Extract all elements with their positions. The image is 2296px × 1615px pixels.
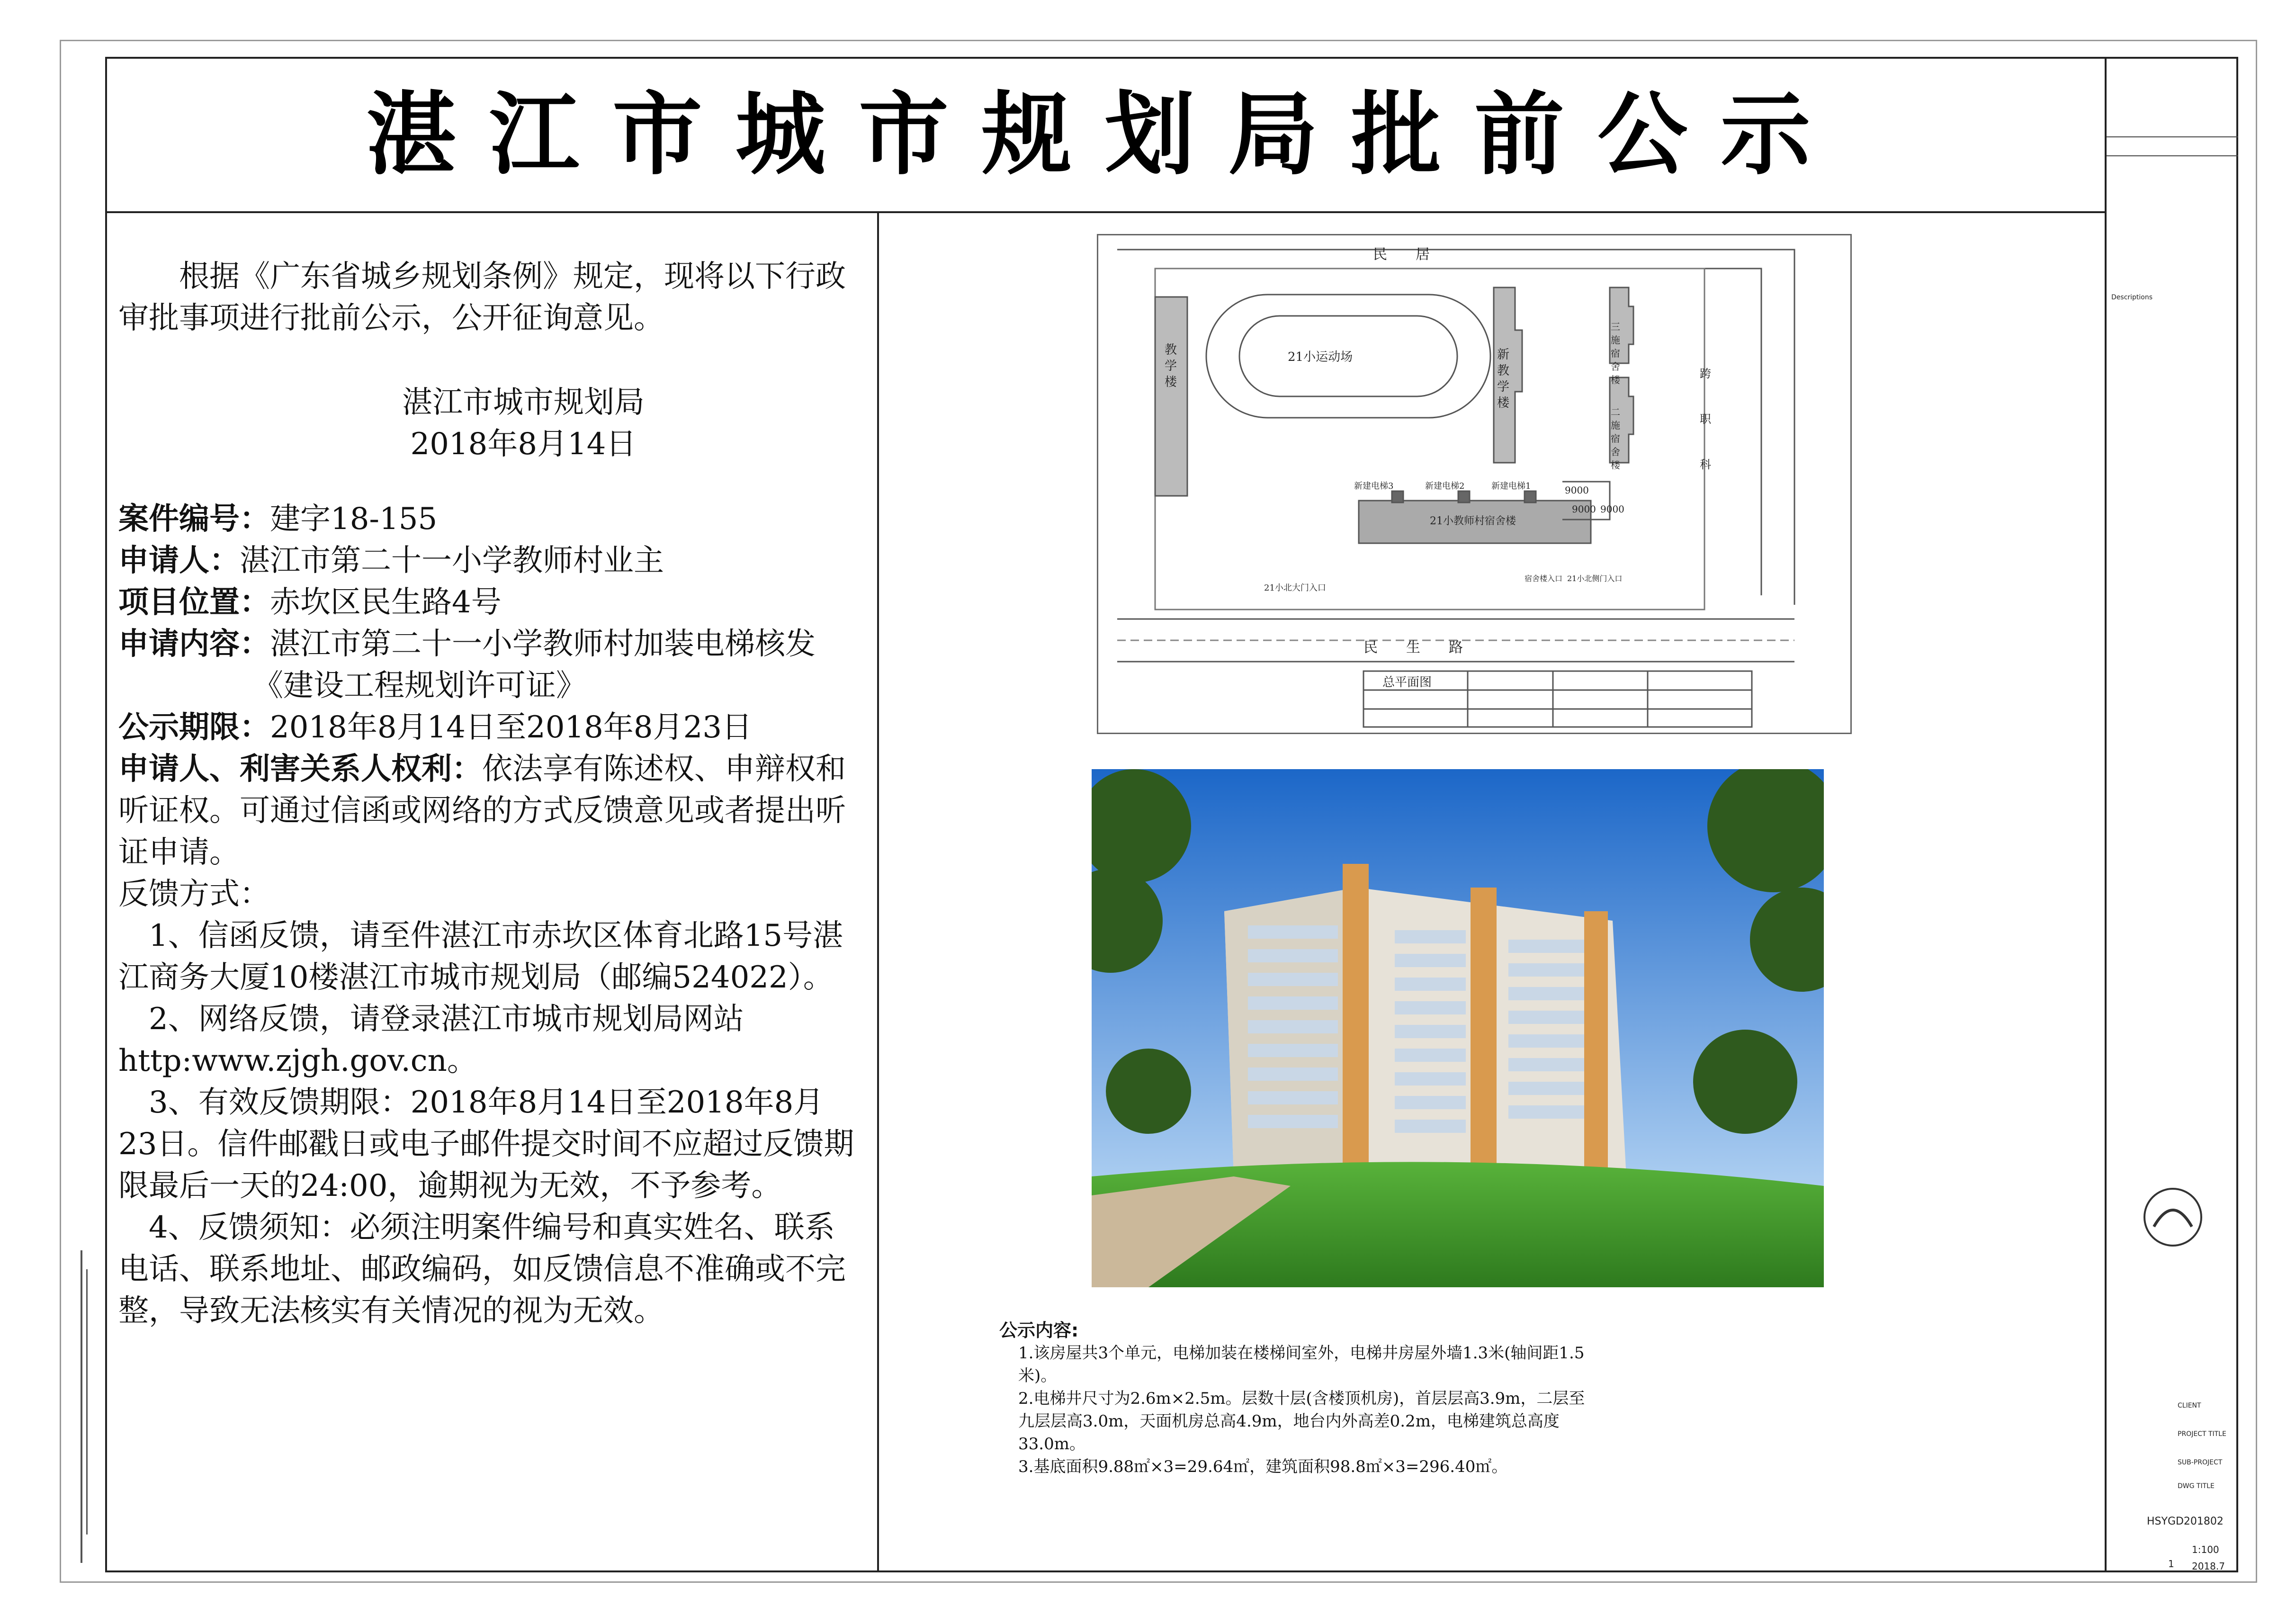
location-line [118,582,862,623]
notice-item-1: 1.该房屋共3个单元，电梯加装在楼梯间室外，电梯井房屋外墙1.3米(轴间距1.5米)。 [1018,1344,1585,1385]
feedback-item-2: 2、网络反馈，请登录湛江市城市规划局网站http:www.zjgh.gov.cn。 [118,1002,744,1078]
tb-row-2 [2107,137,2238,156]
dimension-2: 9000 [1600,503,1624,515]
notice-text-column [118,256,862,1332]
case-number-label: 案件编号： [118,502,270,537]
elevator-2-label: 新建电梯2 [1425,481,1465,491]
case-number-line [118,498,862,540]
entrance-a-label: 宿舍楼入口 [1525,574,1563,583]
site-plan-drawing [1098,235,1850,733]
tb-date: 2018.7 [2192,1561,2225,1572]
side-stamp-strip [71,1250,99,1563]
rights-line [118,748,862,873]
notice-heading: 公示内容: [999,1320,1079,1341]
gate-north-label: 21小北大门入口 [1264,583,1326,593]
playground-label: 21小运动场 [1288,350,1353,364]
page-title: 湛江市城市规划局批前公示 [366,82,1844,187]
notice-content [999,1319,1591,1478]
applicant-line [118,540,862,582]
tb-project-title: PROJECT TITLE [2178,1430,2226,1438]
feedback-item-3: 3、有效反馈期限：2018年8月14日至2018年8月23日。信件邮戳日或电子邮件提交时间不应超过反馈期限最后一天的24:00，逾期视为无效，不予参考。 [118,1085,854,1203]
title-row [105,57,2105,213]
dorm-a-label: 三施宿舍楼 [1611,321,1620,386]
feedback-heading: 反馈方式： [118,877,270,912]
feedback-item-1: 1、信函反馈，请至件湛江市赤坎区体育北路15号湛江商务大厦10楼湛江市城市规划局（邮编524022）。 [118,918,843,995]
period-line [118,707,862,748]
tb-dwg-no: 1 [2168,1558,2174,1570]
tb-project-no: HSYGD201802 [2147,1516,2224,1527]
period-label: 公示期限： [118,710,270,745]
applicant: 湛江市第二十一小学教师村业主 [240,543,664,578]
rendering-image [1092,769,1824,1287]
rights-label: 申请人、利害关系人权利： [118,752,482,787]
tb-sub-project: SUB-PROJECT [2178,1459,2223,1466]
tb-row-top [2107,57,2238,137]
location: 赤坎区民生路4号 [270,585,502,620]
building-rendering [1092,769,1824,1287]
road-top-label: 民 居 [1373,246,1430,263]
issue-date: 2018年8月14日 [410,427,637,462]
tb-descriptions: Descriptions [2111,294,2153,301]
location-label: 项目位置： [118,585,270,620]
dorm-b-label: 二施宿舍楼 [1611,406,1620,471]
plan-caption: 总平面图 [1382,675,1432,690]
content-line [118,623,862,707]
content-label: 申请内容： [118,627,270,662]
case-number: 建字18-155 [270,502,438,537]
new-teaching-bldg-label: 新教学楼 [1497,348,1510,410]
applicant-label: 申请人： [118,543,240,578]
application-content: 湛江市第二十一小学教师村加装电梯核发《建设工程规划许可证》 [253,627,816,703]
title-block [2107,57,2238,1572]
feedback-item-4: 4、反馈须知：必须注明案件编号和真实姓名、联系电话、联系地址、邮政编码，如反馈信息不准确或不完整，导致无法核实有关情况的视为无效。 [118,1210,846,1328]
notice-item-3: 3.基底面积9.88㎡×3=29.64㎡，建筑面积98.8㎡×3=296.40㎡。 [1018,1457,1508,1476]
dimension-1: 9000 [1572,503,1596,515]
elevator-3-label: 新建电梯3 [1354,481,1394,491]
rights: 依法享有陈述权、申辩权和听证权。可通过信函或网络的方式反馈意见或者提出听证申请。 [118,752,846,870]
elevator-1-label: 新建电梯1 [1491,481,1531,491]
dimension-3: 9000 [1565,484,1589,496]
entrance-b-label: 21小北侧门入口 [1567,574,1623,583]
tb-logo-area [2116,1175,2230,1260]
dorm-main-label: 21小教师村宿舍楼 [1430,515,1516,527]
period: 2018年8月14日至2018年8月23日 [270,710,753,745]
column-divider [877,213,879,1572]
notice-item-2: 2.电梯井尺寸为2.6m×2.5m。层数十层(含楼顶机房)，首层层高3.9m，二层至九层层高3.0m，天面机房总高4.9m，地台内外高差0.2m，电梯建筑总高度33.0m。 [1018,1389,1585,1454]
road-bottom-label: 民 生 路 [1363,639,1463,656]
issuer: 湛江市城市规划局 [402,385,645,420]
tb-client: CLIENT [2178,1402,2201,1409]
road-right-label: 跨 职 科 [1700,367,1711,471]
intro-paragraph: 根据《广东省城乡规划条例》规定，现将以下行政审批事项进行批前公示，公开征询意见。 [118,259,846,336]
side-stamp [71,1250,99,1563]
tb-dwg-title: DWG TITLE [2178,1482,2215,1490]
site-plan [1097,234,1852,734]
teaching-bldg-label: 教学楼 [1165,343,1177,389]
company-logo-icon [2116,1175,2230,1260]
tb-scale: 1:100 [2192,1544,2219,1555]
